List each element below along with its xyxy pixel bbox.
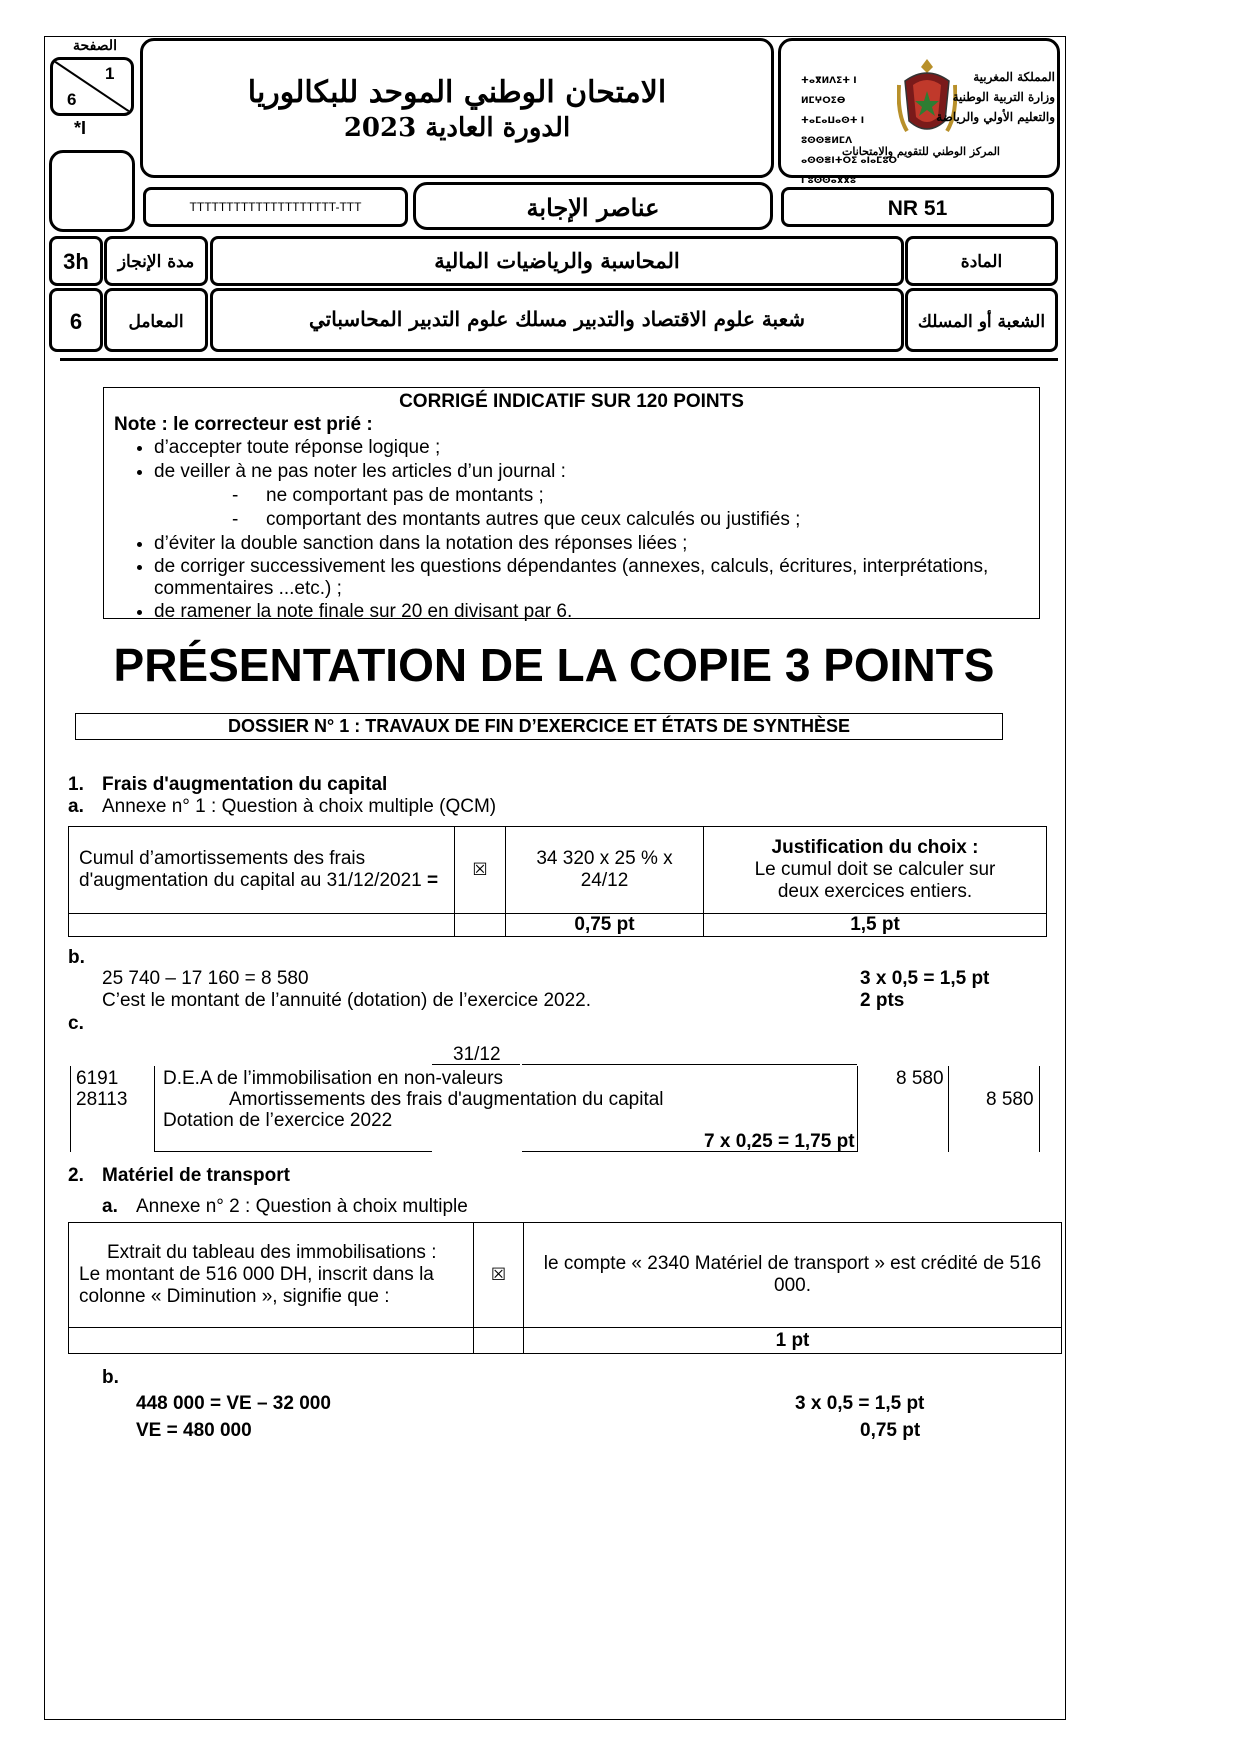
tifinagh-block <box>801 71 901 191</box>
s1-b-pts: 2 pts <box>860 990 905 1011</box>
duration-label-box <box>104 236 208 286</box>
journal-date: 31/12 <box>453 1044 501 1065</box>
qcm2-pts: 1 pt <box>524 1328 1062 1354</box>
s1-title: Frais d'augmentation du capital <box>102 774 388 795</box>
qcm1-question <box>69 827 455 914</box>
presentation-title: PRÉSENTATION DE LA COPIE 3 POINTS <box>113 639 995 691</box>
qcm2-empty <box>474 1328 524 1354</box>
duration-value-box <box>49 236 103 286</box>
subject-label: المادة <box>960 252 1003 272</box>
tifinagh-line: ⴰⵙⵙⴻⵏⵜⵔⵉ ⴰⵏⴰⵎⵓⵔ ⵏ ⵓⵙⵙⴰⴳⴳⵓ <box>801 156 898 186</box>
coef-label-box <box>104 288 208 352</box>
qcm1-formula: 34 320 x 25 % x 24/12 <box>506 827 704 914</box>
s2-b-pts: 0,75 pt <box>860 1420 921 1441</box>
note-box <box>103 387 1040 622</box>
answer-elements: عناصر الإجابة <box>526 193 660 222</box>
note-item: • d’éviter la double sanction dans la notation des réponses liées ; <box>154 532 1029 556</box>
coef-label: المعامل <box>128 312 184 332</box>
subject-box <box>210 236 904 286</box>
s2-b-line: VE = 480 000 <box>136 1420 252 1441</box>
ref-code: NR 51 <box>887 197 948 220</box>
qcm2-answer: le compte « 2340 Matériel de transport » est crédité de 516 000. <box>524 1223 1062 1328</box>
qcm1-justification <box>704 827 1047 914</box>
s1-c-label: c. <box>68 1013 84 1034</box>
s1-b-line: 25 740 – 17 160 = 8 580 <box>102 968 309 989</box>
s1-b-line: C’est le montant de l’annuité (dotation) de l’exercice 2022. <box>102 990 592 1011</box>
qcm1-q-line: Cumul d’amortissements des frais <box>79 848 366 869</box>
note-item: • de ramener la note finale sur 20 en divisant par 6. <box>154 600 1029 624</box>
journal-date-line <box>522 1064 857 1065</box>
qcm1-pts: 0,75 pt <box>506 914 704 937</box>
s1-num: 1. <box>68 774 84 795</box>
header-rule <box>60 358 1058 361</box>
duration-value: 3h <box>63 249 89 274</box>
page-mark: *I <box>74 118 87 138</box>
journal-bottom-line <box>154 1151 432 1152</box>
journal-vline <box>70 1066 71 1152</box>
qcm1-just-text: Le cumul doit se calculer sur deux exercices entiers. <box>754 859 996 902</box>
journal-entry <box>68 1040 1041 1152</box>
journal-vline <box>154 1066 155 1152</box>
note-intro: Note : le correcteur est prié : <box>114 414 373 435</box>
note-item: • d’accepter toute réponse logique ; <box>154 436 1029 460</box>
s1-a-text: Annexe n° 1 : Question à choix multiple (QCM) <box>102 796 497 817</box>
note-item: • de veiller à ne pas noter les articles d’un journal : - ne comportant pas de montants ; - comportant des montants autres que ceux calculés ou justifiés ; <box>154 460 1029 532</box>
s2-title: Matériel de transport <box>102 1165 290 1186</box>
journal-pts: 7 x 0,25 = 1,75 pt <box>704 1131 855 1152</box>
note-title: CORRIGÉ INDICATIF SUR 120 POINTS <box>399 391 744 412</box>
qcm1-q-line: d'augmentation du capital au 31/12/2021 = <box>79 870 439 891</box>
branch-box <box>210 288 904 352</box>
qcm2-empty <box>69 1328 474 1354</box>
exam-title-box <box>140 38 774 178</box>
qcm2-q-line: colonne « Diminution », signifie que : <box>79 1286 390 1307</box>
s2-b-pts: 3 x 0,5 = 1,5 pt <box>795 1393 925 1414</box>
qcm2-q-line: Le montant de 516 000 DH, inscrit dans la <box>79 1264 434 1285</box>
subject: المحاسبة والرياضيات المالية <box>434 248 680 273</box>
qcm1-checkbox[interactable]: ☒ <box>455 827 506 914</box>
journal-debit: 8 580 <box>896 1068 944 1089</box>
journal-account: 6191 <box>76 1068 119 1089</box>
journal-label: D.E.A de l’immobilisation en non-valeurs <box>163 1068 504 1089</box>
s2-b-line: 448 000 = VE – 32 000 <box>136 1393 331 1414</box>
page-label: الصفحة <box>73 38 117 54</box>
ministry-line: وزارة التربية الوطنية <box>952 90 1055 104</box>
qcm1-empty <box>455 914 506 937</box>
s2-a-label: a. <box>102 1196 118 1217</box>
subject-label-box <box>905 236 1058 286</box>
journal-credit: 8 580 <box>986 1089 1034 1110</box>
journal-account: 28113 <box>76 1089 128 1110</box>
journal-label: Amortissements des frais d'augmentation du capital <box>229 1089 664 1110</box>
ministry-line-center: المركز الوطني للتقويم والامتحانات <box>842 145 1000 158</box>
journal-vline <box>948 1066 949 1152</box>
branch: شعبة علوم الاقتصاد والتدبير مسلك علوم التدبير المحاسباتي <box>308 307 805 331</box>
page-diagonal <box>50 57 134 116</box>
journal-vline <box>857 1066 858 1152</box>
note-subitem: - ne comportant pas de montants ; <box>232 485 544 506</box>
duration-label: مدة الإنجاز <box>117 252 195 272</box>
tifinagh-line: ⵜⴰⴳⵍⴷⵉⵜ ⵏ ⵍⵎⵖⵔⵉⴱ <box>801 76 857 106</box>
qcm1-table <box>68 826 1047 937</box>
qcm1-empty <box>69 914 455 937</box>
note-list <box>114 436 1029 624</box>
page-number-box <box>50 57 134 116</box>
branch-label: الشعبة أو المسلك <box>917 312 1046 332</box>
s2-num: 2. <box>68 1165 84 1186</box>
journal-label: Dotation de l’exercice 2022 <box>163 1110 393 1131</box>
branch-label-box <box>905 288 1058 352</box>
note-sublist <box>154 484 1029 532</box>
s2-b-label: b. <box>102 1367 119 1388</box>
s1-b-pts: 3 x 0,5 = 1,5 pt <box>860 968 990 989</box>
ministry-line: المملكة المغربية <box>973 70 1055 84</box>
note-subitem: - comportant des montants autres que ceux calculés ou justifiés ; <box>232 509 801 530</box>
ref-box <box>781 187 1054 227</box>
qcm2-q-line: Extrait du tableau des immobilisations : <box>107 1242 437 1263</box>
ministry-line: والتعليم الأولي والرياضة <box>936 110 1055 124</box>
s1-a-label: a. <box>68 796 84 817</box>
ministry-lines <box>931 67 1055 127</box>
page-current: 1 <box>105 64 115 83</box>
tifinagh-line: ⵜⴰⵎⴰⵡⴰⵙⵜ ⵏ ⵓⵙⵙⴻⵍⵎⴷ <box>801 116 865 146</box>
exam-session: الدورة العادية 2023 <box>343 113 571 143</box>
blank-box <box>49 150 135 232</box>
page-total: 6 <box>67 90 77 109</box>
coef-value-box <box>49 288 103 352</box>
qcm2-checkbox[interactable]: ☒ <box>474 1223 524 1328</box>
qcm1-just-title: Justification du choix : <box>771 837 979 858</box>
s1-b-label: b. <box>68 947 85 968</box>
note-item: • de corriger successivement les questions dépendantes (annexes, calculs, écritures, interprétations, commentaires ...etc.) ; <box>154 556 1029 600</box>
exam-title: الامتحان الوطني الموحد للبكالوريا <box>247 75 667 110</box>
qcm1-pts: 1,5 pt <box>704 914 1047 937</box>
qcm2-table <box>68 1222 1062 1354</box>
coef-value: 6 <box>69 309 83 334</box>
code-box <box>143 187 408 227</box>
answer-elements-box <box>413 182 773 230</box>
code-dots: TTTTTTTTTTTTTTTTTTTT-TTT <box>189 200 362 214</box>
ministry-box <box>778 38 1060 186</box>
journal-vline <box>1039 1066 1040 1152</box>
s2-a-text: Annexe n° 2 : Question à choix multiple <box>136 1196 468 1217</box>
dossier-title: DOSSIER N° 1 : TRAVAUX DE FIN D’EXERCICE ET ÉTATS DE SYNTHÈSE <box>75 713 1003 740</box>
qcm2-question <box>69 1223 474 1328</box>
